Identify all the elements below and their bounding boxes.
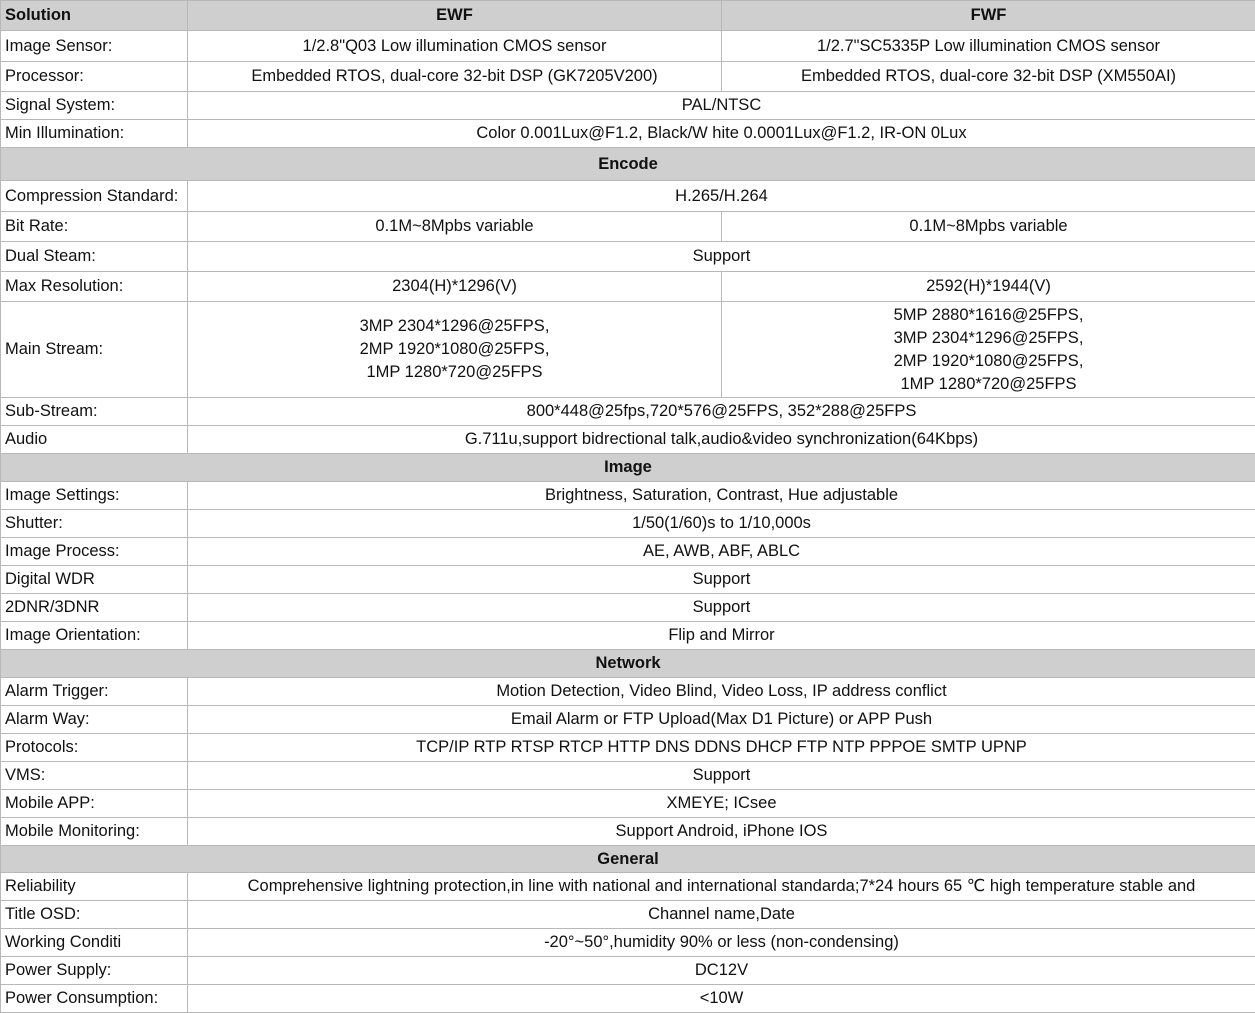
section-title: Image	[1, 454, 1255, 482]
shared-value: Color 0.001Lux@F1.2, Black/W hite 0.0001Lux@F1.2, IR-ON 0Lux	[188, 120, 1255, 148]
row-label: Protocols:	[1, 734, 188, 762]
row-label: Bit Rate:	[1, 212, 188, 242]
fwf-value: 0.1M~8Mpbs variable	[722, 212, 1255, 242]
row-label: Main Stream:	[1, 302, 188, 398]
row-label: Reliability	[1, 873, 188, 901]
ewf-value: 0.1M~8Mpbs variable	[188, 212, 722, 242]
shared-value: -20°~50°,humidity 90% or less (non-condensing)	[188, 929, 1255, 957]
stream-line: 3MP 2304*1296@25FPS,	[725, 327, 1252, 350]
shared-value: 800*448@25fps,720*576@25FPS, 352*288@25FPS	[188, 398, 1255, 426]
table-row	[1, 242, 1255, 272]
table-row	[1, 985, 1255, 1013]
table-row	[1, 120, 1255, 148]
row-label: Sub-Stream:	[1, 398, 188, 426]
section-header-image	[1, 454, 1255, 482]
row-label: Power Consumption:	[1, 985, 188, 1013]
row-label: Compression Standard:	[1, 181, 188, 212]
table-row	[1, 594, 1255, 622]
stream-line: 1MP 1280*720@25FPS	[191, 361, 718, 384]
row-label: Min Illumination:	[1, 120, 188, 148]
table-row	[1, 272, 1255, 302]
row-label: Shutter:	[1, 510, 188, 538]
row-label: Title OSD:	[1, 901, 188, 929]
table-row	[1, 734, 1255, 762]
table-row	[1, 818, 1255, 846]
fwf-value: 2592(H)*1944(V)	[722, 272, 1255, 302]
shared-value: Motion Detection, Video Blind, Video Loss, IP address conflict	[188, 678, 1255, 706]
row-label: Image Process:	[1, 538, 188, 566]
row-label: Working Conditi	[1, 929, 188, 957]
shared-value: Flip and Mirror	[188, 622, 1255, 650]
section-header-encode	[1, 148, 1255, 181]
table-row	[1, 302, 1255, 398]
shared-value: Brightness, Saturation, Contrast, Hue adjustable	[188, 482, 1255, 510]
shared-value: DC12V	[188, 957, 1255, 985]
table-row	[1, 957, 1255, 985]
table-row	[1, 762, 1255, 790]
section-title: Encode	[1, 148, 1255, 181]
section-header-general	[1, 846, 1255, 873]
shared-value: Support	[188, 566, 1255, 594]
row-label: Max Resolution:	[1, 272, 188, 302]
row-label: Image Sensor:	[1, 31, 188, 62]
row-label: Alarm Trigger:	[1, 678, 188, 706]
shared-value: XMEYE; ICsee	[188, 790, 1255, 818]
ewf-value: Embedded RTOS, dual-core 32-bit DSP (GK7205V200)	[188, 62, 722, 92]
table-row	[1, 538, 1255, 566]
row-label: Audio	[1, 426, 188, 454]
row-label: Signal System:	[1, 92, 188, 120]
section-title: Network	[1, 650, 1255, 678]
table-row	[1, 398, 1255, 426]
stream-line: 1MP 1280*720@25FPS	[725, 373, 1252, 396]
shared-value: Support Android, iPhone IOS	[188, 818, 1255, 846]
shared-value: Support	[188, 594, 1255, 622]
stream-line: 5MP 2880*1616@25FPS,	[725, 304, 1252, 327]
table-row	[1, 790, 1255, 818]
row-label: Alarm Way:	[1, 706, 188, 734]
row-label: 2DNR/3DNR	[1, 594, 188, 622]
table-row	[1, 62, 1255, 92]
row-label: Image Settings:	[1, 482, 188, 510]
shared-value: 1/50(1/60)s to 1/10,000s	[188, 510, 1255, 538]
table-row	[1, 566, 1255, 594]
fwf-value: Embedded RTOS, dual-core 32-bit DSP (XM550AI)	[722, 62, 1255, 92]
table-row	[1, 31, 1255, 62]
stream-line: 3MP 2304*1296@25FPS,	[191, 315, 718, 338]
table-row	[1, 510, 1255, 538]
table-row	[1, 706, 1255, 734]
table-row	[1, 901, 1255, 929]
table-header-row	[1, 1, 1255, 31]
row-label: Mobile APP:	[1, 790, 188, 818]
row-label: VMS:	[1, 762, 188, 790]
shared-value: G.711u,support bidrectional talk,audio&video synchronization(64Kbps)	[188, 426, 1255, 454]
row-label: Dual Steam:	[1, 242, 188, 272]
shared-value: AE, AWB, ABF, ABLC	[188, 538, 1255, 566]
ewf-value: 1/2.8"Q03 Low illumination CMOS sensor	[188, 31, 722, 62]
row-label: Processor:	[1, 62, 188, 92]
stream-line: 2MP 1920*1080@25FPS,	[191, 338, 718, 361]
shared-value: Support	[188, 762, 1255, 790]
solution-header: Solution	[1, 1, 188, 31]
shared-value: Email Alarm or FTP Upload(Max D1 Picture) or APP Push	[188, 706, 1255, 734]
table-row	[1, 873, 1255, 901]
section-header-network	[1, 650, 1255, 678]
shared-value: PAL/NTSC	[188, 92, 1255, 120]
shared-value: H.265/H.264	[188, 181, 1255, 212]
stream-line: 2MP 1920*1080@25FPS,	[725, 350, 1252, 373]
table-row	[1, 622, 1255, 650]
row-label: Power Supply:	[1, 957, 188, 985]
fwf-value: 1/2.7"SC5335P Low illumination CMOS sensor	[722, 31, 1255, 62]
shared-value: <10W	[188, 985, 1255, 1013]
table-row	[1, 181, 1255, 212]
row-label: Digital WDR	[1, 566, 188, 594]
table-row	[1, 678, 1255, 706]
table-row	[1, 212, 1255, 242]
shared-value: Comprehensive lightning protection,in line with national and international standarda;7*24 hours 65 ℃ high temperature stable and	[188, 873, 1255, 901]
ewf-value	[188, 302, 722, 398]
row-label: Mobile Monitoring:	[1, 818, 188, 846]
ewf-header: EWF	[188, 1, 722, 31]
table-row	[1, 92, 1255, 120]
table-row	[1, 929, 1255, 957]
ewf-value: 2304(H)*1296(V)	[188, 272, 722, 302]
row-label: Image Orientation:	[1, 622, 188, 650]
shared-value: TCP/IP RTP RTSP RTCP HTTP DNS DDNS DHCP FTP NTP PPPOE SMTP UPNP	[188, 734, 1255, 762]
fwf-header: FWF	[722, 1, 1255, 31]
table-row	[1, 482, 1255, 510]
section-title: General	[1, 846, 1255, 873]
shared-value: Support	[188, 242, 1255, 272]
shared-value: Channel name,Date	[188, 901, 1255, 929]
table-row	[1, 426, 1255, 454]
fwf-value	[722, 302, 1255, 398]
